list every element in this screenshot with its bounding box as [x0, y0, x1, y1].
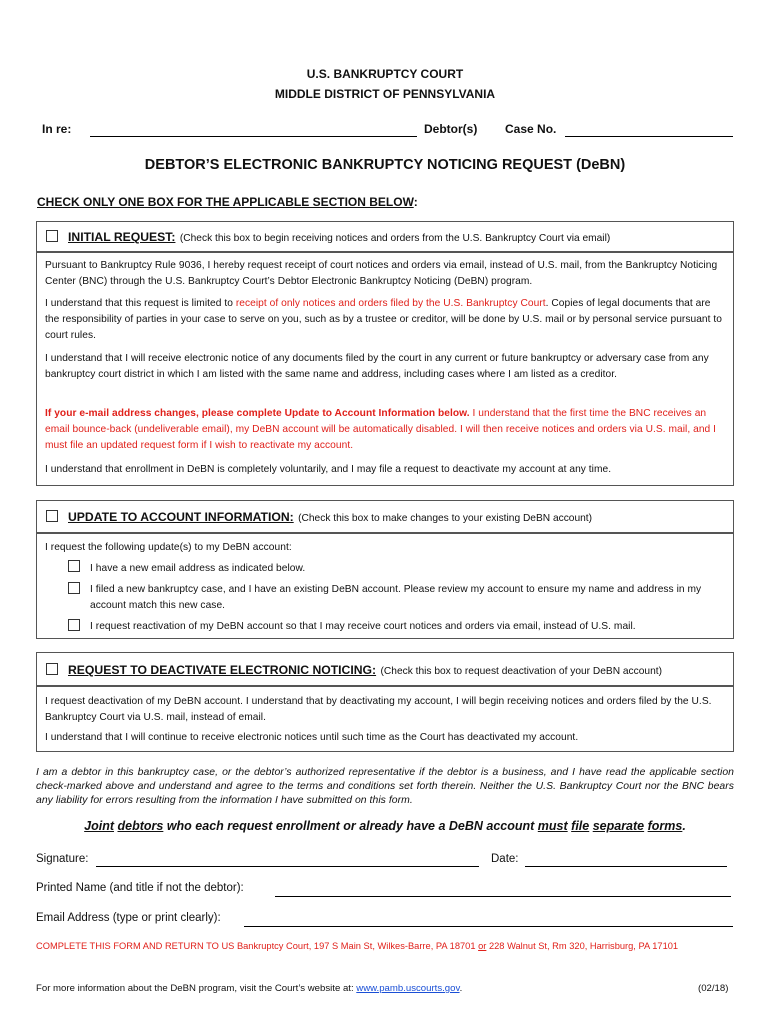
printed-name-field[interactable]: [275, 896, 731, 897]
deactivate-checkbox[interactable]: [46, 663, 58, 675]
instruction: CHECK ONLY ONE BOX FOR THE APPLICABLE SECTION BELOW:: [37, 195, 418, 209]
court-website-link[interactable]: www.pamb.uscourts.gov: [356, 983, 460, 994]
return-address: COMPLETE THIS FORM AND RETURN TO US Bankruptcy Court, 197 S Main St, Wilkes-Barre, PA 18701 or 228 Walnut St, Rm 320, Harrisburg, PA 17101: [36, 941, 679, 951]
initial-request-checkbox[interactable]: [46, 230, 58, 242]
signature-label: Signature:: [36, 853, 89, 865]
update-checkbox[interactable]: [46, 510, 58, 522]
update-header: [36, 500, 734, 533]
certification-text: I am a debtor in this bankruptcy case, or the debtor’s authorized representative if the debtor is a business, and I have read the applicable section check-marked above and understand and agree to the terms and conditions set forth therein. Neither the U.S. Bankruptcy Court nor the BNC bears any liability for errors resulting from the information I have submitted on this form.: [36, 767, 734, 806]
deactivate-body: [36, 686, 734, 752]
update-opt2-checkbox[interactable]: [68, 582, 80, 594]
deactivate-title: REQUEST TO DEACTIVATE ELECTRONIC NOTICING:: [68, 663, 377, 677]
update-body: [36, 533, 734, 639]
debtors-label: Debtor(s): [424, 122, 478, 136]
update-opt1-checkbox[interactable]: [68, 560, 80, 572]
case-no-field[interactable]: [565, 136, 733, 137]
initial-p5: I understand that enrollment in DeBN is completely voluntarily, and I may file a request to deactivate my account at any time.: [45, 464, 612, 475]
update-note: (Check this box to make changes to your existing DeBN account): [298, 513, 593, 524]
update-opt3: I request reactivation of my DeBN account so that I may receive court notices and orders via email, instead of U.S. mail.: [90, 621, 636, 632]
date-label: Date:: [491, 853, 519, 865]
update-title: UPDATE TO ACCOUNT INFORMATION:: [68, 510, 294, 524]
signature-field[interactable]: [96, 866, 479, 867]
deactivate-note: (Check this box to request deactivation of your DeBN account): [380, 666, 662, 677]
initial-p1: Pursuant to Bankruptcy Rule 9036, I hereby request receipt of court notices and orders via email, instead of U.S. mail, from the Bankruptcy Noticing Center (BNC) through the U.S. Bankruptcy Court’s Debtor Electronic Bankruptcy Noticing (DeBN) program.: [45, 260, 718, 287]
court-name: U.S. BANKRUPTCY COURT: [306, 67, 464, 81]
date-field[interactable]: [525, 866, 727, 867]
initial-p2: I understand that this request is limited to receipt of only notices and orders filed by the U.S. Bankruptcy Court. Copies of legal documents that are the responsibility of parties in your case to serve on you, such as by a trustee or creditor, will be done by U.S. mail or by personal service pursuant to court rules.: [45, 298, 723, 341]
in-re-field[interactable]: [90, 136, 417, 137]
update-opt1: I have a new email address as indicated below.: [90, 563, 306, 574]
update-opt3-checkbox[interactable]: [68, 619, 80, 631]
form-title: DEBTOR’S ELECTRONIC BANKRUPTCY NOTICING REQUEST (DeBN): [144, 157, 626, 173]
initial-p4: If your e-mail address changes, please complete Update to Account Information below. I understand that the first time the BNC receives an email bounce-back (undeliverable email), my DeBN account will be automatically disabled. I will then receive notices and orders via U.S. mail, and I must file an updated request form if I wish to reactivate my account.: [45, 408, 717, 451]
printed-name-label: Printed Name (and title if not the debtor):: [36, 882, 244, 894]
in-re-label: In re:: [42, 122, 72, 136]
initial-request-header: [36, 221, 734, 252]
email-label: Email Address (type or print clearly):: [36, 912, 221, 924]
update-intro: I request the following update(s) to my DeBN account:: [45, 542, 292, 553]
deactivate-header: [36, 652, 734, 686]
initial-p3: I understand that I will receive electronic notice of any documents filed by the court in any current or future bankruptcy or adversary case from any bankruptcy court district in which I am listed with the same name and address, including cases where I am listed as a creditor.: [45, 353, 709, 380]
district-name: MIDDLE DISTRICT OF PENNSYLVANIA: [274, 87, 496, 101]
deactivate-p1: I request deactivation of my DeBN account. I understand that by deactivating my account, I will begin receiving notices and orders filed by the U.S. Bankruptcy Court via U.S. mail, instead of email.: [45, 696, 712, 723]
initial-request-title: INITIAL REQUEST:: [68, 230, 176, 244]
case-no-label: Case No.: [505, 122, 557, 136]
initial-request-note: (Check this box to begin receiving notices and orders from the U.S. Bankruptcy Court via email): [179, 233, 611, 244]
deactivate-p2: I understand that I will continue to receive electronic notices until such time as the Court has deactivated my account.: [45, 732, 579, 743]
joint-debtors-notice: Joint debtors who each request enrollment or already have a DeBN account must file separate forms.: [84, 819, 686, 833]
email-field[interactable]: [244, 926, 733, 927]
form-revision: (02/18): [698, 983, 729, 994]
initial-request-body: [36, 252, 734, 486]
footer-text: For more information about the DeBN program, visit the Court’s website at: www.pamb.uscourts.gov.: [36, 983, 463, 994]
update-opt2: I filed a new bankruptcy case, and I have an existing DeBN account. Please review my account to ensure my name and address in my account match this new case.: [90, 584, 702, 611]
